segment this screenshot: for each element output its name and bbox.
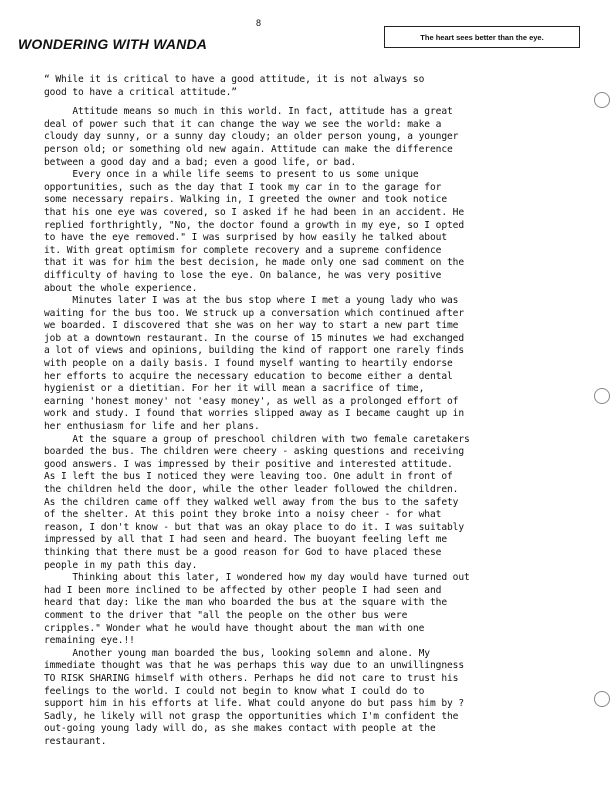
text-line: good answers. I was impressed by their positive and interested attitude. — [44, 458, 453, 470]
text-line: some necessary repairs. Walking in, I greeted the owner and took notice — [44, 194, 447, 206]
text-line: boarded the bus. The children were cheery - asking questions and receiving — [44, 446, 465, 458]
text-line: Minutes later I was at the bus stop where I met a young lady who was — [44, 295, 459, 307]
text-line: work and study. I found that worries slipped away as I became caught up in — [44, 408, 465, 420]
text-line: thinking that there must be a good reason for God to have placed these — [44, 546, 442, 558]
text-line: it. With great optimism for complete recovery and a supreme confidence — [44, 244, 442, 256]
text-line: opportunities, such as the day that I took my car in to the garage for — [44, 181, 442, 193]
page-title: WONDERING WITH WANDA — [18, 36, 208, 52]
text-line: immediate thought was that he was perhaps this way due to an unwillingness — [44, 660, 465, 672]
text-line: difficulty of having to lose the eye. On balance, he was very positive — [44, 269, 442, 281]
text-line: had I been more inclined to be affected by other people I had seen and — [44, 584, 442, 596]
opening-quote — [44, 74, 584, 99]
text-line: Thinking about this later, I wondered how my day would have turned out — [44, 572, 470, 584]
text-line: remaining eye.!! — [44, 635, 135, 647]
text-line: feelings to the world. I could not begin to know what I could do to — [44, 685, 425, 697]
text-line: a lot of views and opinions, building the kind of rapport one rarely finds — [44, 345, 465, 357]
text-line: Another young man boarded the bus, looking solemn and alone. My — [44, 647, 430, 659]
text-line: impressed by all that I had seen and heard. The buoyant feeling left me — [44, 534, 447, 546]
article-body — [44, 74, 584, 748]
text-line: people in my path this day. — [44, 559, 198, 571]
text-line: As the children came off they walked well away from the bus to the safety — [44, 496, 459, 508]
text-line: of the shelter. At this point they broke into a noisy cheer - for what — [44, 509, 442, 521]
text-line: her enthusiasm for life and her plans. — [44, 421, 260, 433]
text-line: cripples." Wonder what he would have thought about the man with one — [44, 622, 425, 634]
quote-line: “ While it is critical to have a good attitude, it is not always so — [44, 74, 425, 85]
text-line: support him in his efforts at life. What could anyone do but pass him by ? — [44, 698, 465, 710]
text-line: replied forthrightly, "No, the doctor found a growth in my eye, so I opted — [44, 219, 465, 231]
text-line: comment to the driver that "all the people on the other bus were — [44, 609, 408, 621]
text-line: the children held the door, while the other leader followed the children. — [44, 484, 459, 495]
page-number: 8 — [256, 18, 262, 28]
text-line: to have the eye removed." I was surprised by how easily he talked about — [44, 232, 447, 244]
binder-hole — [594, 388, 610, 404]
text-line: out-going young lady will do, as she makes contact with people at the — [44, 723, 436, 735]
binder-hole — [594, 691, 610, 707]
text-line: her efforts to acquire the necessary education to become either a dental — [44, 370, 453, 382]
text-line: waiting for the bus too. We struck up a conversation which continued after — [44, 307, 465, 319]
article-text — [44, 106, 584, 748]
quote-line: good to have a critical attitude.” — [44, 86, 237, 98]
text-line: deal of power such that it can change the way we see the world: make a — [44, 118, 442, 130]
text-line: between a good day and a bad; even a good life, or bad. — [44, 156, 357, 168]
motto-text: The heart sees better than the eye. — [420, 32, 544, 42]
motto-box — [384, 26, 580, 48]
text-line: cloudy day sunny, or a sunny day cloudy; an older person young, a younger — [44, 131, 459, 143]
text-line: person old; or something old new again. Attitude can make the difference — [44, 143, 453, 155]
text-line: that it was for him the best decision, he made only one sad comment on the — [44, 257, 465, 269]
text-line: job at a downtown restaurant. In the course of 15 minutes we had exchanged — [44, 332, 465, 344]
text-line: TO RISK SHARING himself with others. Perhaps he did not care to trust his — [44, 672, 459, 684]
text-line: Every once in a while life seems to present to us some unique — [44, 169, 419, 181]
text-line: At the square a group of preschool children with two female caretakers — [44, 433, 470, 445]
binder-hole — [594, 92, 610, 108]
text-line: with people on a daily basis. I found myself wanting to heartily endorse — [44, 358, 453, 370]
text-line: Sadly, he likely will not grasp the opportunities which I'm confident the — [44, 710, 459, 722]
text-line: earning 'honest money' not 'easy money', as well as a prolonged effort of — [44, 395, 459, 407]
text-line: hygienist or a dietitian. For her it will mean a sacrifice of time, — [44, 383, 425, 395]
text-line: heard that day: like the man who boarded the bus at the square with the — [44, 597, 447, 609]
text-line: about the whole experience. — [44, 282, 198, 294]
text-line: restaurant. — [44, 735, 107, 747]
text-line: we boarded. I discovered that she was on her way to start a new part time — [44, 320, 459, 332]
text-line: reason, I don't know - but that was an okay place to do it. I was suitably — [44, 521, 465, 533]
text-line: that his one eye was covered, so I asked if he had been in an accident. He — [44, 206, 465, 218]
text-line: Attitude means so much in this world. In fact, attitude has a great — [44, 106, 453, 118]
text-line: As I left the bus I noticed they were leaving too. One adult in front of — [44, 471, 453, 483]
